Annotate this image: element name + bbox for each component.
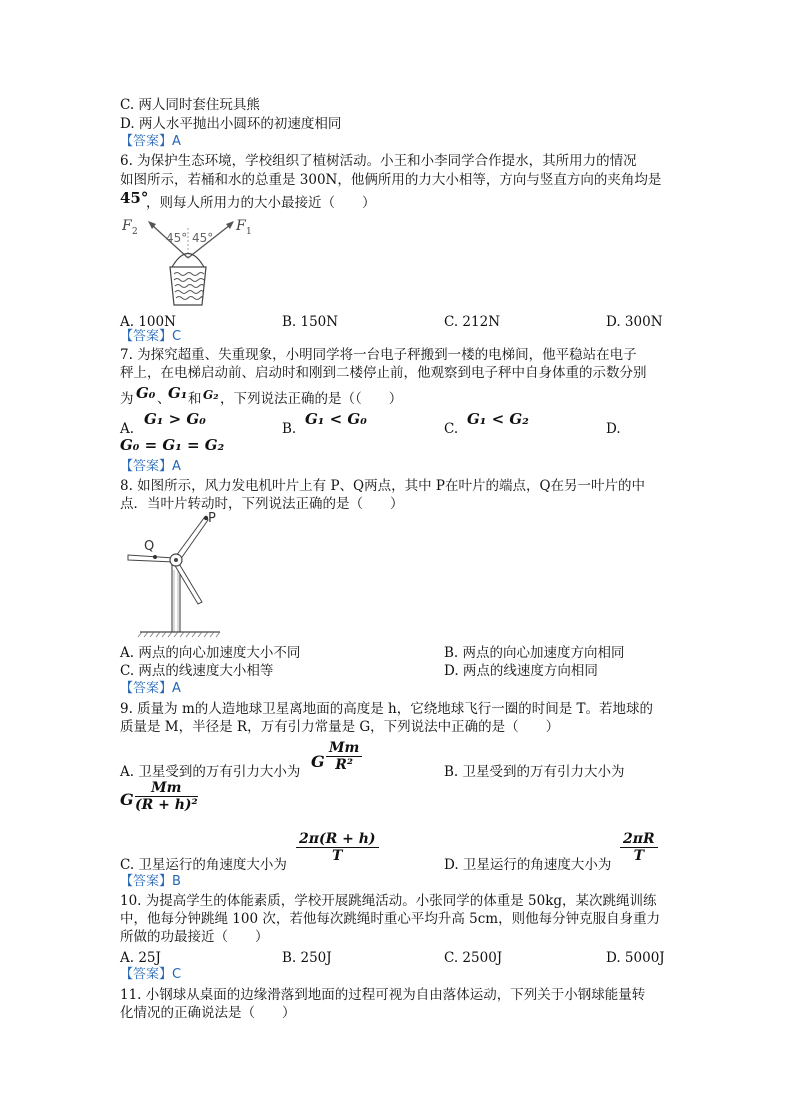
q10-line3: 所做的功最接近（ ） xyxy=(120,929,269,945)
q8-line2: 点．当叶片转动时，下列说法正确的是（ ） xyxy=(120,496,404,512)
answer-5: 【答案】A xyxy=(120,134,181,149)
f1-sub: 1 xyxy=(246,227,252,237)
q9-option-b-g: G xyxy=(120,790,134,809)
q6-option-b[interactable]: B. 150N xyxy=(282,314,339,330)
bucket-figure xyxy=(118,212,268,312)
q10-option-c[interactable]: C. 2500J xyxy=(444,950,503,966)
q7-line3-b: 、 xyxy=(157,391,171,407)
q9-option-b-num: Mm xyxy=(135,780,198,797)
q10-line2: 中，他每分钟跳绳 100 次，若他每次跳绳时重心平均升高 5cm，则他每分钟克服自身重力 xyxy=(120,911,661,927)
q9-option-d-fraction xyxy=(620,831,658,864)
q7-line3-a: 为 xyxy=(120,391,134,407)
f2-label: F xyxy=(122,218,132,234)
q9-option-c-num: 2π(R + h) xyxy=(296,831,379,848)
wind-turbine-figure xyxy=(120,510,240,640)
q9-option-b-fraction xyxy=(135,780,198,813)
q8-option-a[interactable]: A. 两点的向心加速度大小不同 xyxy=(120,645,301,661)
q7-line2: 秤上，在电梯启动前、启动时和刚到二楼停止前，他观察到电子秤中自身体重的示数分别 xyxy=(120,365,647,381)
q9-option-a-num: Mm xyxy=(326,740,362,757)
q9-option-d-den: T xyxy=(633,848,645,864)
g2-symbol: G₂ xyxy=(203,388,219,402)
q9-option-a-g: G xyxy=(311,752,325,771)
q6-line1: 6. 为保护生态环境，学校组织了植树活动。小王和小李同学合作提水，其所用力的情况 xyxy=(120,153,637,169)
q6-angle: 45° xyxy=(120,189,149,207)
q9-line1: 9. 质量为 m的人造地球卫星离地面的高度是 h，它绕地球飞行一圈的时间是 T。若地球的 xyxy=(120,701,654,717)
q7-option-b-expr: G₁ < G₀ xyxy=(305,410,367,428)
q7-option-d[interactable]: D. xyxy=(606,421,621,437)
option-c-prev: C. 两人同时套住玩具熊 xyxy=(120,97,260,113)
q6-option-a[interactable]: A. 100N xyxy=(120,314,176,330)
option-d-prev: D. 两人水平抛出小圆环的初速度相同 xyxy=(120,116,342,132)
q10-option-b[interactable]: B. 250J xyxy=(282,950,332,966)
q7-option-c[interactable]: C. xyxy=(444,421,459,437)
q10-option-a[interactable]: A. 25J xyxy=(120,950,161,966)
f1-label: F xyxy=(236,218,246,234)
q9-option-c[interactable]: C. 卫星运行的角速度大小为 xyxy=(120,857,287,873)
q8-option-c[interactable]: C. 两点的线速度大小相等 xyxy=(120,663,274,679)
q7-line3-d: ，下列说法正确的是（（ ） xyxy=(220,391,403,407)
answer-9: 【答案】B xyxy=(120,874,181,889)
q9-option-a-fraction xyxy=(326,740,362,773)
q7-option-b[interactable]: B. xyxy=(282,421,297,437)
q7-line3-c: 和 xyxy=(188,391,202,407)
point-p-label: P xyxy=(208,511,216,526)
q9-option-d-num: 2πR xyxy=(620,831,658,848)
q7-option-a[interactable]: A. xyxy=(120,421,135,437)
q9-option-b-den: (R + h)² xyxy=(135,797,198,813)
q6-option-d[interactable]: D. 300N xyxy=(606,314,663,330)
q11-line1: 11. 小钢球从桌面的边缘滑落到地面的过程可视为自由落体运动，下列关于小钢球能量转 xyxy=(120,987,646,1003)
q10-line1: 10. 为提高学生的体能素质，学校开展跳绳活动。小张同学的体重是 50kg，某次跳绳训练 xyxy=(120,893,657,909)
q9-line2: 质量是 M，半径是 R，万有引力常量是 G，下列说法中正确的是（ ） xyxy=(120,719,560,735)
q9-option-c-fraction xyxy=(296,831,379,864)
angle-right: 45° xyxy=(192,231,214,245)
answer-6: 【答案】C xyxy=(120,329,182,344)
q9-option-a[interactable]: A. 卫星受到的万有引力大小为 xyxy=(120,764,301,780)
q9-option-d[interactable]: D. 卫星运行的角速度大小为 xyxy=(444,857,612,873)
q7-option-a-expr: G₁ > G₀ xyxy=(144,410,206,428)
answer-10: 【答案】C xyxy=(120,967,182,982)
q6-line2: 如图所示，若桶和水的总重是 300N，他俩所用的力大小相等，方向与竖直方向的夹角均是 xyxy=(120,172,662,188)
q6-option-c[interactable]: C. 212N xyxy=(444,314,501,330)
point-q-label: Q xyxy=(144,539,155,554)
q6-line3: ，则每人所用力的大小最接近（ ） xyxy=(146,195,376,211)
q7-option-c-expr: G₁ < G₂ xyxy=(467,410,529,428)
g1-symbol: G₁ xyxy=(168,384,188,402)
q9-option-a-den: R² xyxy=(335,757,354,773)
answer-8: 【答案】A xyxy=(120,681,181,696)
q9-option-c-den: T xyxy=(332,848,343,864)
q7-line1: 7. 为探究超重、失重现象，小明同学将一台电子秤搬到一楼的电梯间，他平稳站在电子 xyxy=(120,347,637,363)
q10-option-d[interactable]: D. 5000J xyxy=(606,950,665,966)
q8-option-d[interactable]: D. 两点的线速度方向相同 xyxy=(444,663,598,679)
q8-option-b[interactable]: B. 两点的向心加速度方向相同 xyxy=(444,645,625,661)
q8-line1: 8. 如图所示，风力发电机叶片上有 P、Q两点，其中 P在叶片的端点，Q在另一叶片的中 xyxy=(120,478,646,494)
q11-line2: 化情况的正确说法是（ ） xyxy=(120,1005,296,1021)
g0-symbol: G₀ xyxy=(136,384,156,402)
answer-7: 【答案】A xyxy=(120,459,181,474)
q7-option-d-expr: G₀ = G₁ = G₂ xyxy=(120,436,225,454)
angle-left: 45° xyxy=(166,231,188,245)
q9-option-b[interactable]: B. 卫星受到的万有引力大小为 xyxy=(444,764,625,780)
f2-sub: 2 xyxy=(132,227,138,237)
